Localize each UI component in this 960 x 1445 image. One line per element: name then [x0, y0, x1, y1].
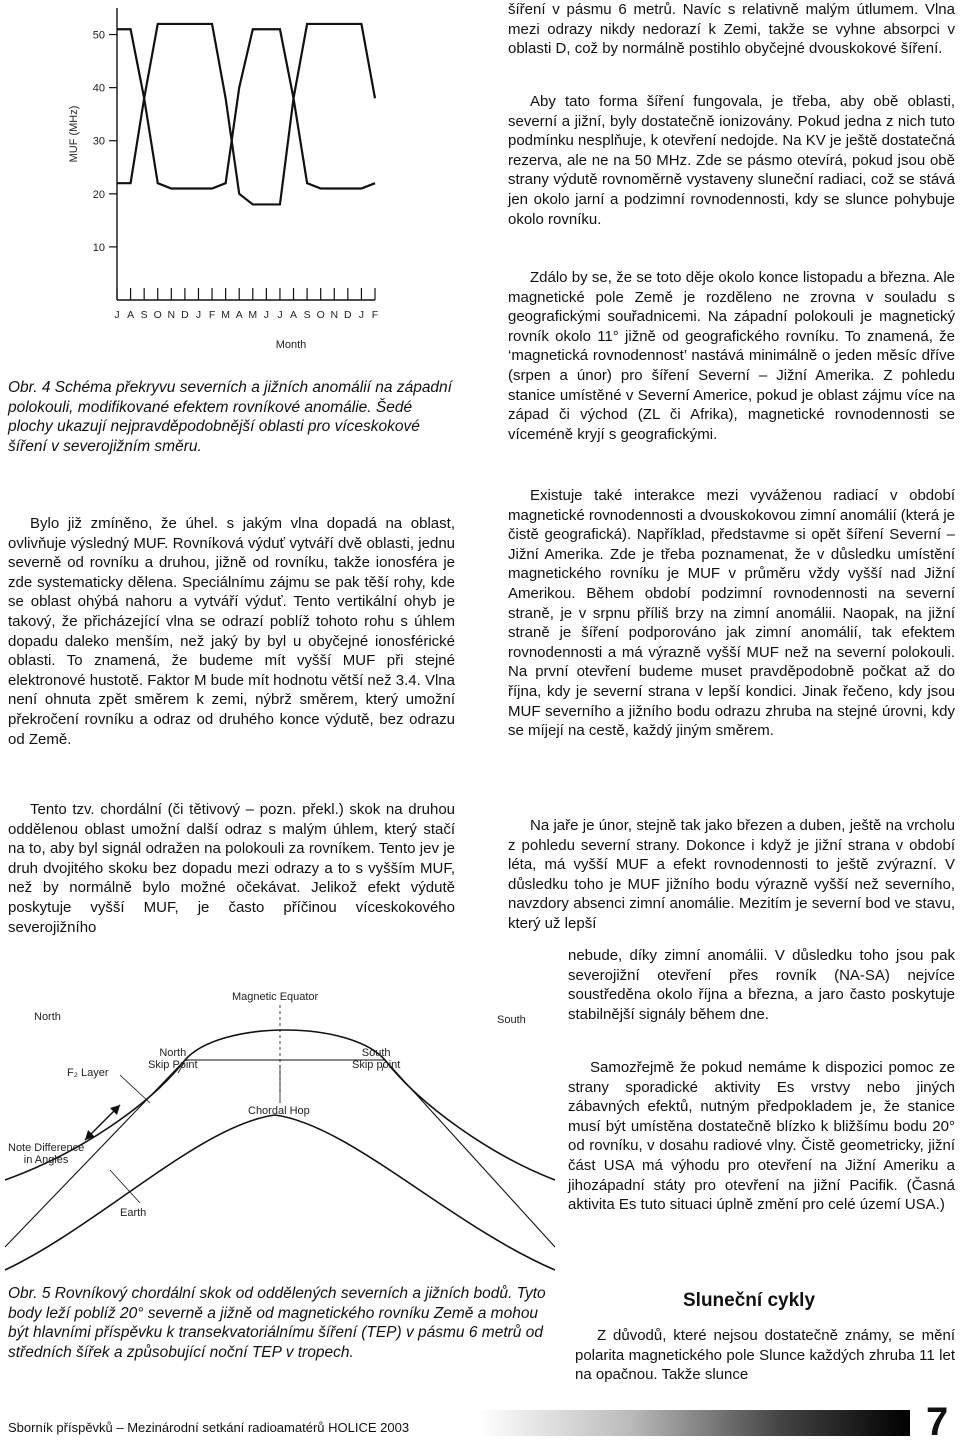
right-paragraph: Zdálo by se, že se toto děje okolo konce listopadu a března. Ale magnetické pole Země je rozděleno ne zrovna v souladu s geografickými souřadnicemi. Na západní polokouli je magnetický rovník okolo 11° jižně od geografického rovníku. To znamená, že ‘magnetická rovnodennost’ nastává minimálně o jeden měsíc dříve (srpen a únor) pro šíření Severní – Jižní Amerika. Z pohledu stanice umístěné v Severní Americe, pokud je oblast zájmu více na západ či východ (ZL či Afrika), magnetické rovnodennosti se víceméně kryjí s geografickými. [508, 269, 955, 443]
label-south: South [497, 1014, 526, 1026]
earth-pointer [110, 1170, 140, 1203]
note-difference-line1: Note Difference [8, 1142, 85, 1154]
label-earth: Earth [120, 1207, 147, 1219]
x-tick-label: A [127, 309, 135, 321]
x-tick-label: O [153, 309, 162, 321]
south-skip-line2: Skip point [352, 1059, 401, 1071]
fig4-caption: Obr. 4 Schéma překryvu severních a jižních anomálií na západní polokouli, modifikované efektem rovníkové anomálie. Šedé plochy ukazují nejpravděpodobnější oblasti pro víceskokové šíření v severojižním směru. [8, 379, 452, 455]
x-tick-label: F [208, 309, 216, 321]
left-paragraph: Tento tzv. chordální (či tětivový – pozn. překl.) skok na druhou oddělenou oblast umožní další odraz s malým úhlem, který stačí na to, aby byl signál odražen na polokouli za rovníkem. Tento jev je druh dvojitého skoku bez dopadu mezi odrazy a to s vyšším MUF, než by normálně bylo možné očekávat. Jelikož efekt výdutě poskytuje vyšší MUF, je často příčinou víceskokového severojižního [8, 801, 455, 936]
x-axis-label: Month [275, 339, 307, 351]
y-tick-label: 30 [92, 135, 105, 148]
right-paragraph: Samozřejmě že pokud nemáme k dispozici pomoc ze strany sporadické aktivity Es vrstvy nebo jiných zábavných efektů, nutným předpokladem je, že stanice musí být umístěna dostatečně blízko k bližšímu bodu 20° od rovníku, v dosahu radiové vlny. Čistě geometricky, jižní část USA má výhodu pro otevření na Jižní Ameriku a jihozápadní státy pro otevření na jižní Pacifik. (Časná aktivita Es tuto situaci úplně změní pro celé území USA.) [568, 1059, 955, 1214]
y-tick-label: 40 [92, 82, 105, 95]
x-tick-label: J [195, 309, 202, 321]
y-tick-label: 20 [92, 188, 105, 201]
x-tick-label: M [248, 309, 258, 321]
y-tick-label: 50 [92, 29, 105, 42]
x-tick-label: S [140, 309, 148, 321]
muf-chart [55, 0, 400, 355]
x-tick-label: N [167, 309, 176, 321]
x-tick-label: N [330, 309, 339, 321]
x-tick-label: M [221, 309, 231, 321]
x-tick-label: S [303, 309, 311, 321]
label-south-skip [352, 1047, 400, 1071]
note-difference-line2: in Angles [23, 1154, 69, 1166]
page-number: 7 [926, 1400, 949, 1444]
right-paragraph: Aby tato forma šíření fungovala, je třeba, aby obě oblasti, severní a jižní, byly dostatečně ionizovány. Pokud jedna z nich tuto podmínku nesplňuje, k otevření nedojde. Na KV je ještě dostatečná rezerva, ale ne na 50 MHz. Zde se pásmo otevírá, pokud jsou obě strany výdutě rovnoměrně vystaveny sluneční radiaci, což se stává jen okolo jarní a podzimní rovnodennosti, kdy se slunce pohybuje okolo rovníku. [508, 93, 955, 228]
x-tick-label: O [316, 309, 325, 321]
right-paragraph: Existuje také interakce mezi vyváženou radiací v období magnetické rovnodennosti a dvouskokovou zimní anomálií (která je čistě geografická). Například, představme si opět šíření Severní – Jižní Amerika. Zde je třeba poznamenat, že v důsledku umístění magnetického rovníku je MUF v průměru vždy vyšší nad Jižní Amerikou. Během období podzimní rovnodennosti na severní straně, je v srpnu příliš brzy na zimní anomálii. Naopak, na jižní straně je šíření podporováno jak zimní anomálií, tak efektem rovnodennosti a má výrazně vyšší MUF než na severní polokouli. Na první otevření budeme muset pravděpodobně počkat až do října, kdy je severní strana v lepší kondici. Jinak řečeno, kdy jsou MUF severního a jižního bodu odrazu zhruba na stejné úrovni, kdy se míjejí na cestě, každý jiným směrem. [508, 487, 955, 740]
left-paragraph: Bylo již zmíněno, že úhel. s jakým vlna dopadá na oblast, ovlivňuje výsledný MUF. Rovníková výduť vytváří dvě oblasti, jednu severně od rovníku a druhou, jižně od rovníku, takže ionosféra je zde systematicky dělena. Speciálnímu zájmu se pak těší rohy, kde se oblast ohýbá nahoru a vytváří výduť. Tento vertikální ohyb je takový, že přicházející vlna se odrazí poblíž tohoto rohu s úhlem dopadu daleko menším, než jaký by byl u obyčejné ionosférické oblasti. To znamená, že budeme mít vyšší MUF při stejné elektronové hustotě. Faktor M bude mít hodnotu větší než 3.4. Vlna není ohnuta zpět směrem k zemi, nýbrž směrem, který umožní překročení rovníku a odraz od druhého konce výdutě, bez odrazu od Země. [8, 515, 455, 748]
x-tick-label: A [290, 309, 298, 321]
x-tick-label: J [114, 309, 120, 321]
label-magnetic-equator: Magnetic Equator [232, 991, 319, 1003]
right-paragraph: šíření v pásmu 6 metrů. Navíc s relativně malým útlumem. Vlna mezi odrazy nikdy nedorazí k Zemi, takže se vyhne absorpci v oblasti D, což by normálně postihlo obyčejné dvouskokové šíření. [508, 1, 955, 58]
x-tick-label: J [263, 309, 269, 321]
label-note-difference [8, 1142, 84, 1166]
chordal-hop-diagram [0, 985, 560, 1280]
ray-south [385, 1060, 555, 1247]
south-skip-line1: South [361, 1047, 391, 1059]
section-heading: Sluneční cykly [683, 1290, 816, 1311]
north-skip-line2: Skip Point [148, 1059, 198, 1071]
label-chordal-hop: Chordal Hop [248, 1105, 310, 1117]
x-tick-label: F [371, 309, 379, 321]
fig5-caption: Obr. 5 Rovníkový chordální skok od oddělených severních a jižních bodů. Tyto body leží poblíž 20° severně a jižně od magnetického rovníku Země a mohou být hlavními příspěvku k transekvatoriálnímu šíření (TEP) v pásmu 6 metrů od středních šířek a způsobující noční TEP v tropech. [8, 1285, 546, 1361]
label-north: North [34, 1011, 61, 1023]
label-north-skip [148, 1047, 198, 1071]
f2-pointer [120, 1075, 150, 1103]
series-line-1 [117, 29, 375, 188]
footer-gradient-bar [478, 1410, 910, 1436]
y-tick-label: 10 [92, 241, 105, 254]
right-paragraph: Na jaře je únor, stejně tak jako březen a duben, ještě na vrcholu z pohledu severní strany. Dokonce i když je jižní strana v období léta, má vyšší MUF a efekt rovnodennosti to ještě zvýrazní. V důsledku toho je MUF jižního bodu výrazně vyšší než severního, navzdory absenci zimní anomálie. Mezitím je severní bod ve stavu, který už lepší [508, 817, 955, 932]
x-tick-label: A [235, 309, 243, 321]
y-axis-label: MUF (MHz) [68, 105, 80, 163]
x-tick-label: J [358, 309, 365, 321]
x-tick-label: D [181, 309, 189, 321]
x-tick-label: J [277, 309, 283, 321]
x-tick-label: D [344, 309, 352, 321]
right-paragraph: Z důvodů, které nejsou dostatečně známy, se mění polarita magnetického pole Slunce každých zhruba 11 let na opačnou. Takže slunce [575, 1327, 955, 1384]
north-skip-line1: North [159, 1047, 187, 1059]
right-paragraph: nebude, díky zimní anomálii. V důsledku toho jsou pak severojižní otevření přes rovník (NA-SA) nejvíce soustředěna okolo října a března, a jaro často poskytuje stabilnější signály během dne. [568, 947, 955, 1023]
label-f2-layer: F₂ Layer [67, 1067, 109, 1079]
footer-text: Sborník příspěvků – Mezinárodní setkání radioamatérů HOLICE 2003 [8, 1420, 410, 1435]
